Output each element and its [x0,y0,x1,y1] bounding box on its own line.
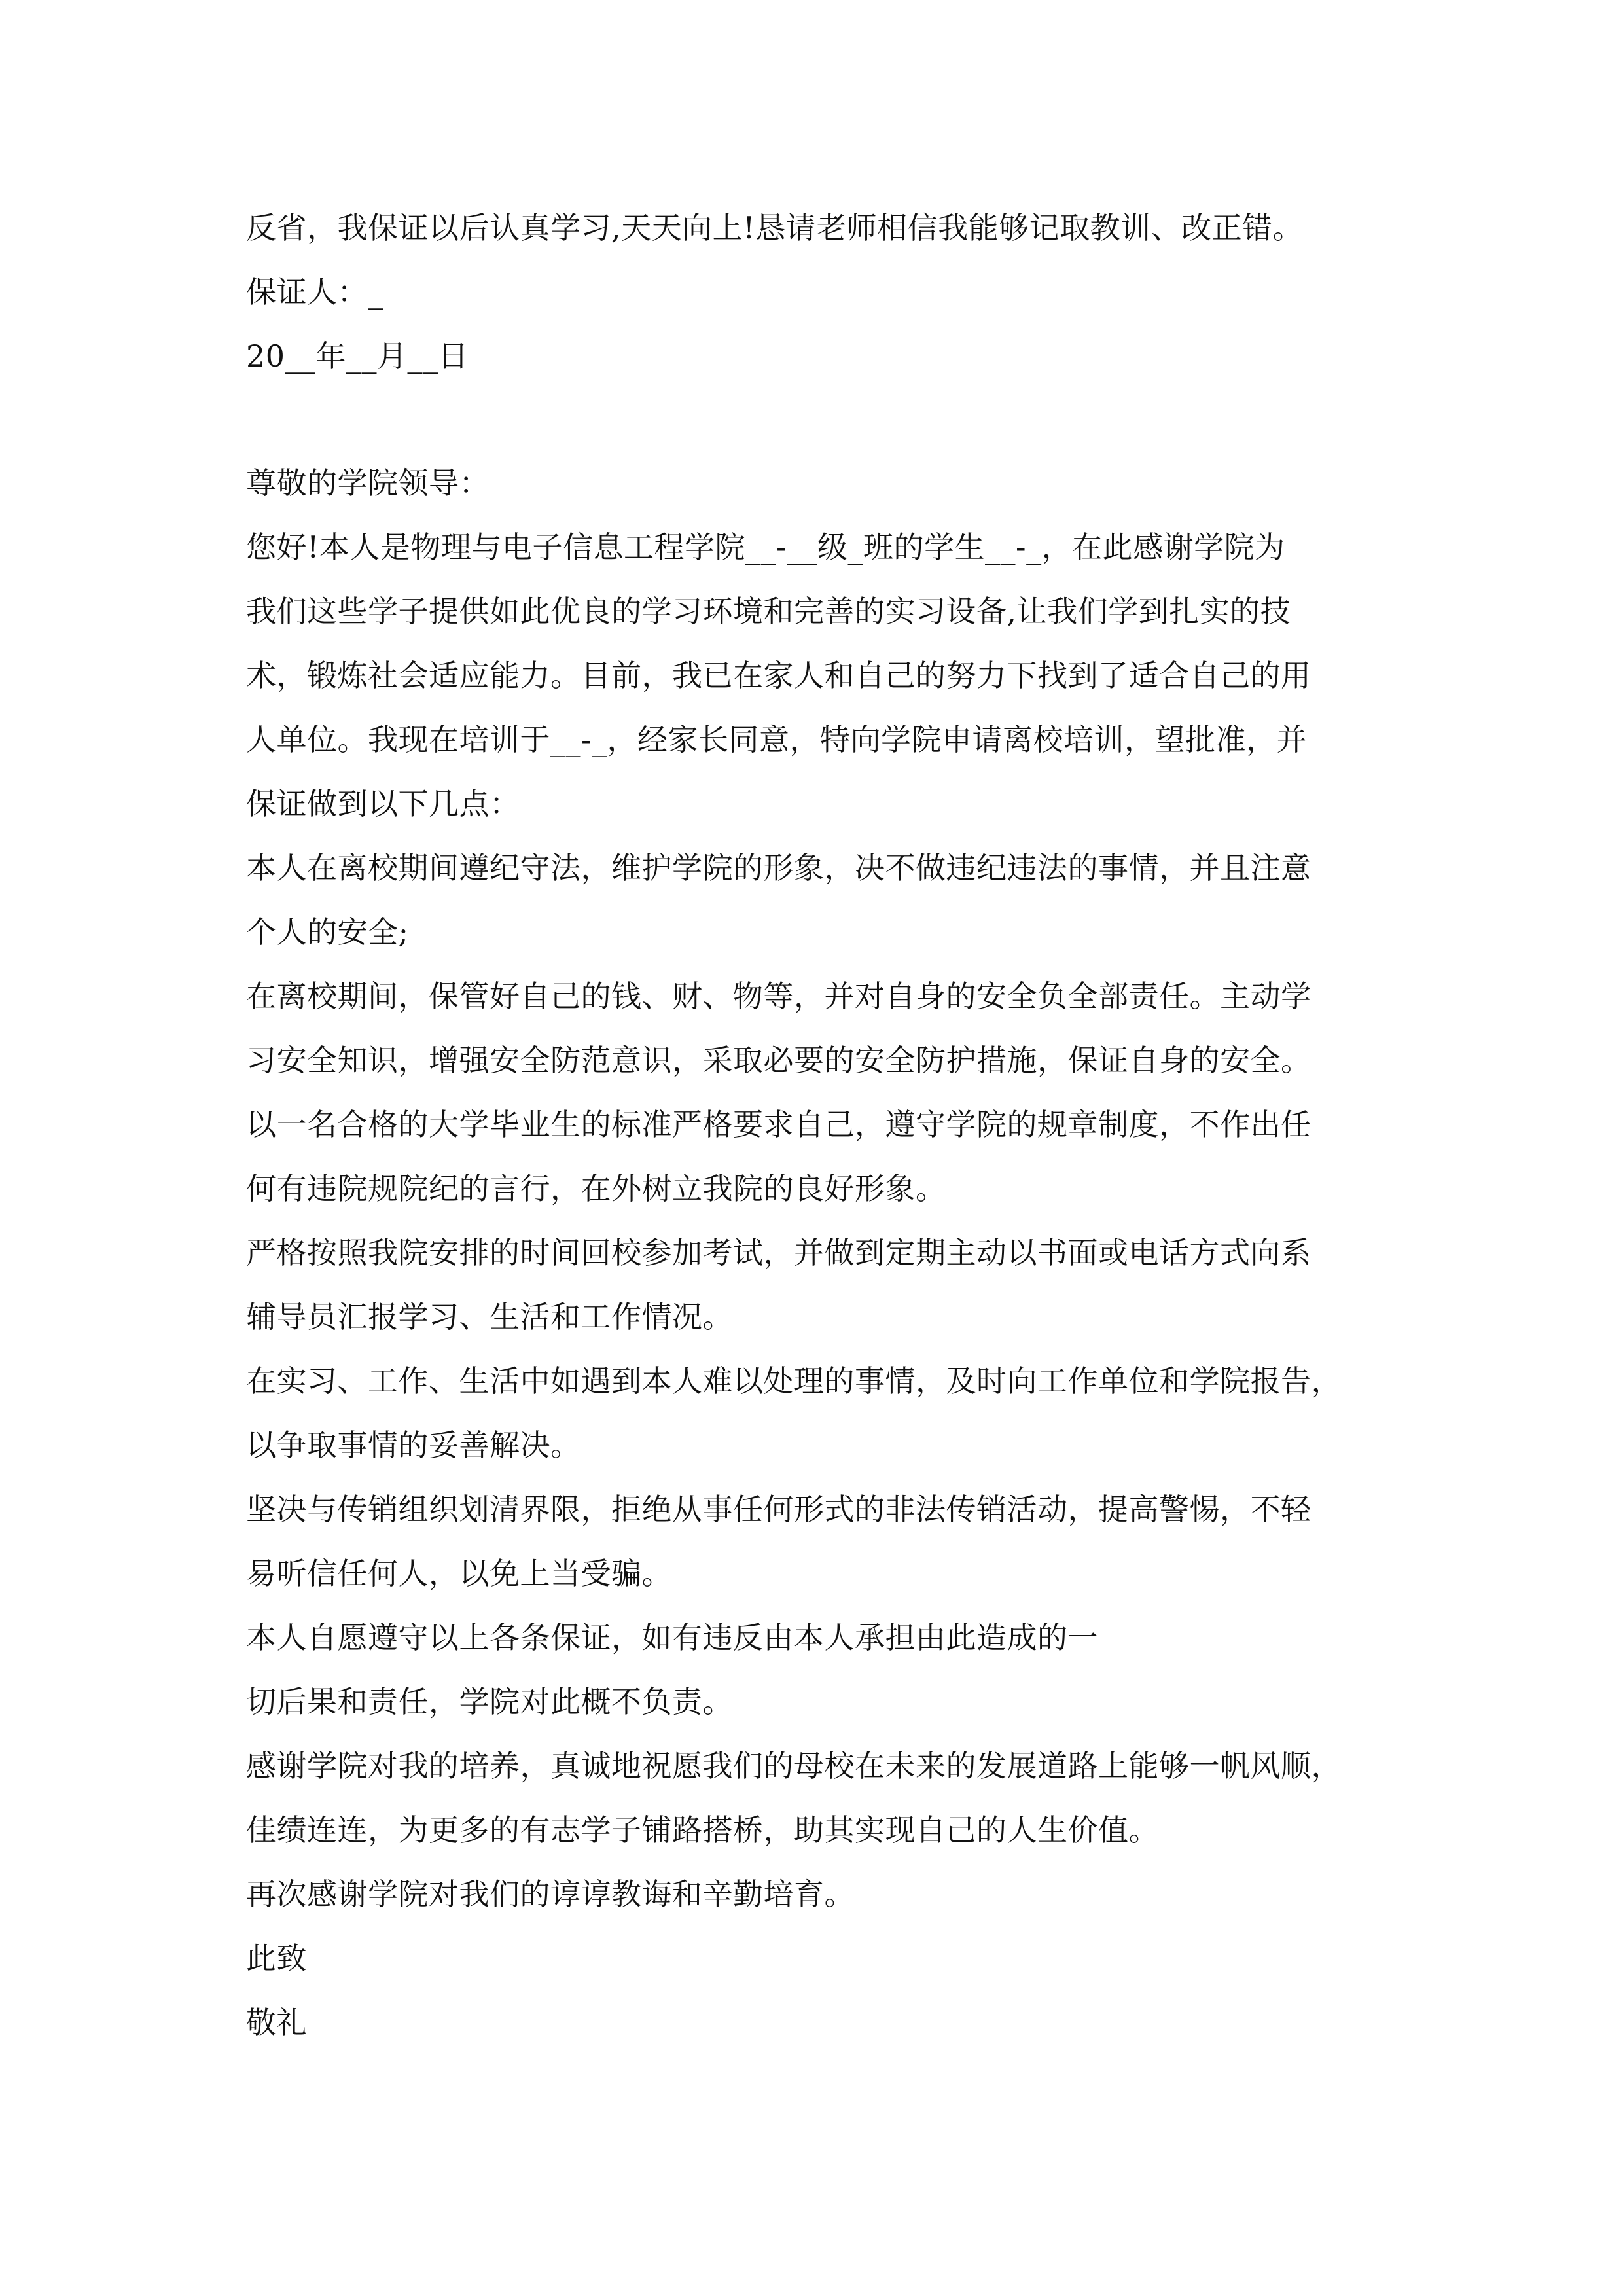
body-line: 以争取事情的妥善解决。 [246,1427,581,1463]
salutation: 尊敬的学院领导： [246,465,490,501]
body-line: 术，锻炼社会适应能力。目前，我已在家人和自己的努力下找到了适合自己的用 [246,658,1311,693]
body-line: 人单位。我现在培训于__-_，经家长同意，特向学院申请离校培训，望批准，并 [246,722,1308,757]
body-line: 易听信任何人，以免上当受骗。 [246,1556,672,1591]
body-line: 您好!本人是物理与电子信息工程学院__-__级_班的学生__-_，在此感谢学院为 [246,529,1285,565]
body-line: 在实习、工作、生活中如遇到本人难以处理的事情，及时向工作单位和学院报告， [246,1363,1342,1399]
body-line: 习安全知识，增强安全防范意识，采取必要的安全防护措施，保证自身的安全。 [246,1043,1311,1078]
body-line: 感谢学院对我的培养，真诚地祝愿我们的母校在未来的发展道路上能够一帆风顺， [246,1748,1342,1784]
body-line: 再次感谢学院对我们的谆谆教诲和辛勤培育。 [246,1876,855,1912]
closing-ci-zhi: 此致 [246,1941,307,1976]
body-line: 切后果和责任，学院对此概不负责。 [246,1684,733,1719]
closing-line: 反省，我保证以后认真学习,天天向上!恳请老师相信我能够记取教训、改正错。 [246,210,1304,245]
body-line: 我们这些学子提供如此优良的学习环境和完善的实习设备,让我们学到扎实的技 [246,594,1291,629]
body-line: 何有违院规院纪的言行，在外树立我院的良好形象。 [246,1171,946,1206]
date-line: 20__年__月__日 [246,338,469,374]
body-line: 坚决与传销组织划清界限，拒绝从事任何形式的非法传销活动，提高警惕，不轻 [246,1492,1311,1527]
body-line: 本人自愿遵守以上各条保证，如有违反由本人承担由此造成的一 [246,1620,1098,1655]
body-line: 在离校期间，保管好自己的钱、财、物等，并对自身的安全负全部责任。主动学 [246,978,1311,1014]
body-line: 保证做到以下几点： [246,786,520,821]
body-line: 佳绩连连，为更多的有志学子铺路搭桥，助其实现自己的人生价值。 [246,1812,1159,1848]
body-line: 辅导员汇报学习、生活和工作情况。 [246,1299,733,1335]
body-line: 个人的安全; [246,914,409,950]
body-line: 严格按照我院安排的时间回校参加考试，并做到定期主动以书面或电话方式向系 [246,1235,1311,1270]
body-line: 本人在离校期间遵纪守法，维护学院的形象，决不做违纪违法的事情，并且注意 [246,850,1311,886]
body-line: 以一名合格的大学毕业生的标准严格要求自己，遵守学院的规章制度，不作出任 [246,1107,1311,1142]
guarantor-line: 保证人：_ [246,274,383,310]
closing-jing-li: 敬礼 [246,2005,307,2040]
